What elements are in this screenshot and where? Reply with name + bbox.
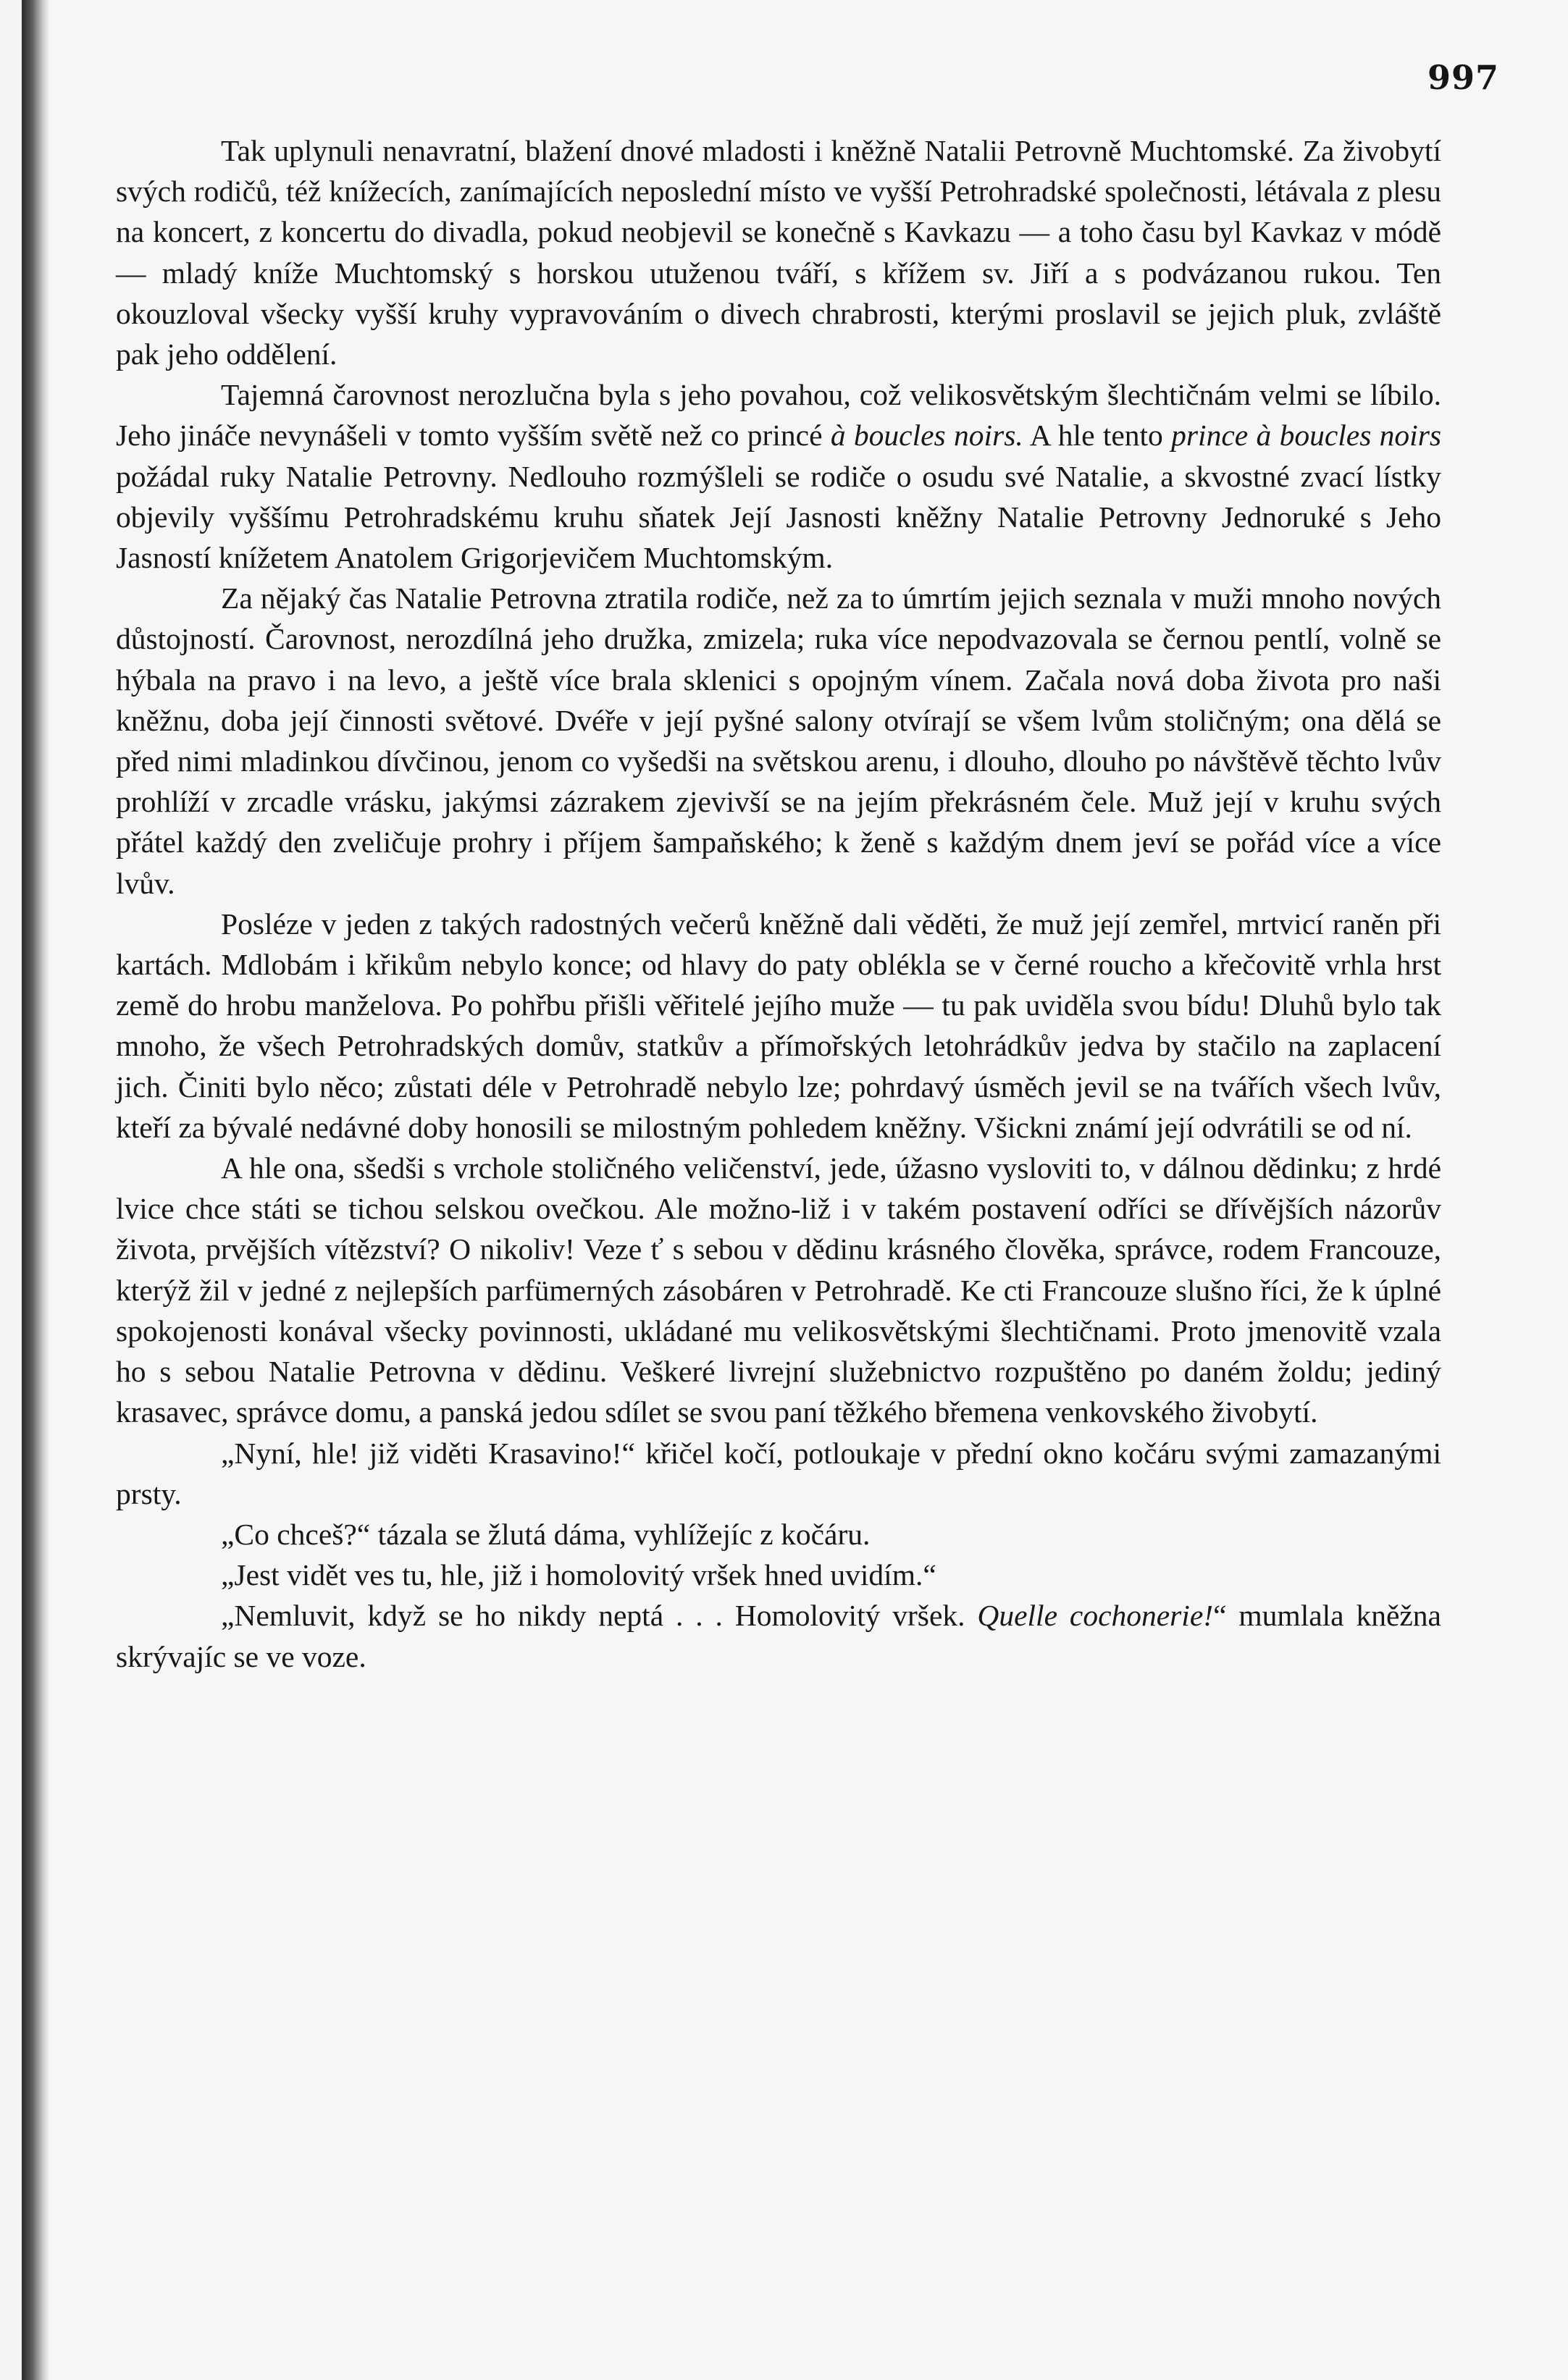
paragraph-2-part-a: Tajemná čarovnost nerozlučna byla s jeho povahou, což velikosvětským šlechtičnám velmi se líbilo. Jeho jináče nevynášeli v tomto vyšším světě než co princé — [116, 378, 1441, 453]
paragraph-9 — [116, 1595, 1441, 1676]
paragraph-9-part-a: „Nemluvit, když se ho nikdy neptá . . . Homolovitý vršek. — [221, 1599, 978, 1633]
paragraph-2-italic-a: à boucles noirs. — [830, 419, 1023, 453]
paragraph-5: A hle ona, sšedši s vrchole stoličného veličenství, jede, úžasno vysloviti to, v dálnou dědinku; z hrdé lvice chce státi se tichou selskou ovečkou. Ale možno-liž i v takém postavení odříci se dřívějších názorův života, prvějších vítězství? O nikoliv! Veze ť s sebou v dědinu krásného člověka, správce, rodem Francouze, kterýž žil v jedné z nejlepších parfümerných zásobáren v Petrohradě. Ke cti Francouze slušno říci, že k úplné spokojenosti konával všecky povinnosti, ukládané mu velikosvětskými šlechtičnami. Proto jmenovitě vzala ho s sebou Natalie Petrovna v dědinu. Veškeré livrejní služebnictvo rozpuštěno po daném žoldu; jediný krasavec, správce domu, a panská jedou sdílet se svou paní těžkého břemena venkovského živobytí. — [116, 1151, 1441, 1429]
paragraph-1: Tak uplynuli nenavratní, blažení dnové mladosti i kněžně Natalii Petrovně Muchtomské. Za živobytí svých rodičů, též knížecích, zanímajících neposlední místo ve vyšší Petrohradské společnosti, létávala z plesu na koncert, z koncertu do divadla, pokud neobjevil se konečně s Kavkazu — a toho času byl Kavkaz v módě — mladý kníže Muchtomský s horskou utuženou tváří, s křížem sv. Jiří a s podvázanou rukou. Ten okouzloval všecky vyšší kruhy vypravováním o divech chrabrosti, kterými proslavil se jejich pluk, zvláště pak jeho oddělení. — [116, 134, 1441, 371]
paragraph-4: Posléze v jeden z takých radostných večerů kněžně dali věděti, že muž její zemřel, mrtvicí raněn při kartách. Mdlobám i křikům nebylo konce; od hlavy do paty oblékla se v černé roucho a křečovitě vrhla hrst země do hrobu manželova. Po pohřbu přišli věřitelé jejího muže — tu pak uviděla svou bídu! Dluhů bylo tak mnoho, že všech Petrohradských domův, statkův a přímořských letohrádkův jedva by stačilo na zaplacení jich. Činiti bylo něco; zůstati déle v Petrohradě nebylo lze; pohrdavý úsměch jevil se na tvářích všech lvův, kteří za bývalé nedávné doby honosili se milostným pohledem kněžny. Všickni známí její odvrátili se od ní. — [116, 907, 1441, 1144]
document-page — [22, 0, 1568, 2380]
paragraph-7: „Co chceš?“ tázala se žlutá dáma, vyhlížejíc z kočáru. — [221, 1517, 871, 1551]
paragraph-2 — [116, 374, 1441, 578]
page-number: 997 — [1427, 58, 1499, 97]
paragraph-8: „Jest vidět ves tu, hle, již i homolovitý vršek hned uvidím.“ — [221, 1558, 936, 1592]
paragraph-9-part-b: “ mumlala kněžna skrývajíc se ve voze. — [116, 1599, 1441, 1673]
paragraph-2-part-c: požádal ruky Natalie Petrovny. Nedlouho rozmýšleli se rodiče o osudu své Natalie, a skvostné zvací lístky objevily vyššímu Petrohradskému kruhu sňatek Její Jasnosti kněžny Natalie Petrovny Jednoruké s Jeho Jasností knížetem Anatolem Grigorjevičem Muchtomským. — [116, 459, 1441, 575]
paragraph-9-italic-a: Quelle cochonerie! — [977, 1599, 1214, 1633]
paragraph-2-italic-b: prince à boucles noirs — [1171, 419, 1442, 453]
paragraph-6: „Nyní, hle! již viděti Krasavino!“ křičel kočí, potloukaje v přední okno kočáru svými zamazanými prsty. — [116, 1436, 1441, 1510]
paragraph-2-part-b: A hle tento — [1023, 419, 1172, 453]
body-text — [116, 130, 1441, 1677]
paragraph-3: Za nějaký čas Natalie Petrovna ztratila rodiče, než za to úmrtím jejich seznala v muži mnoho nových důstojností. Čarovnost, nerozdílná jeho družka, zmizela; ruka více nepodvazovala se černou pentlí, volně se hýbala na pravo i na levo, a ještě více brala sklenici s opojným vínem. Začala nová doba života pro naši kněžnu, doba její činnosti světové. Dvéře v její pyšné salony otvírají se všem lvům stoličným; ona dělá se před nimi mladinkou dívčinou, jenom co vyšedši na světskou arenu, i dlouho, dlouho po návštěvě těchto lvův prohlíží v zrcadle vrásku, jakýmsi zázrakem zjevivší se na jejím překrásném čele. Muž její v kruhu svých přátel každý den zveličuje prohry i příjem šampaňského; k ženě s každým dnem jeví se pořád více a více lvův. — [116, 581, 1441, 900]
page-binding-shadow — [22, 0, 49, 2380]
